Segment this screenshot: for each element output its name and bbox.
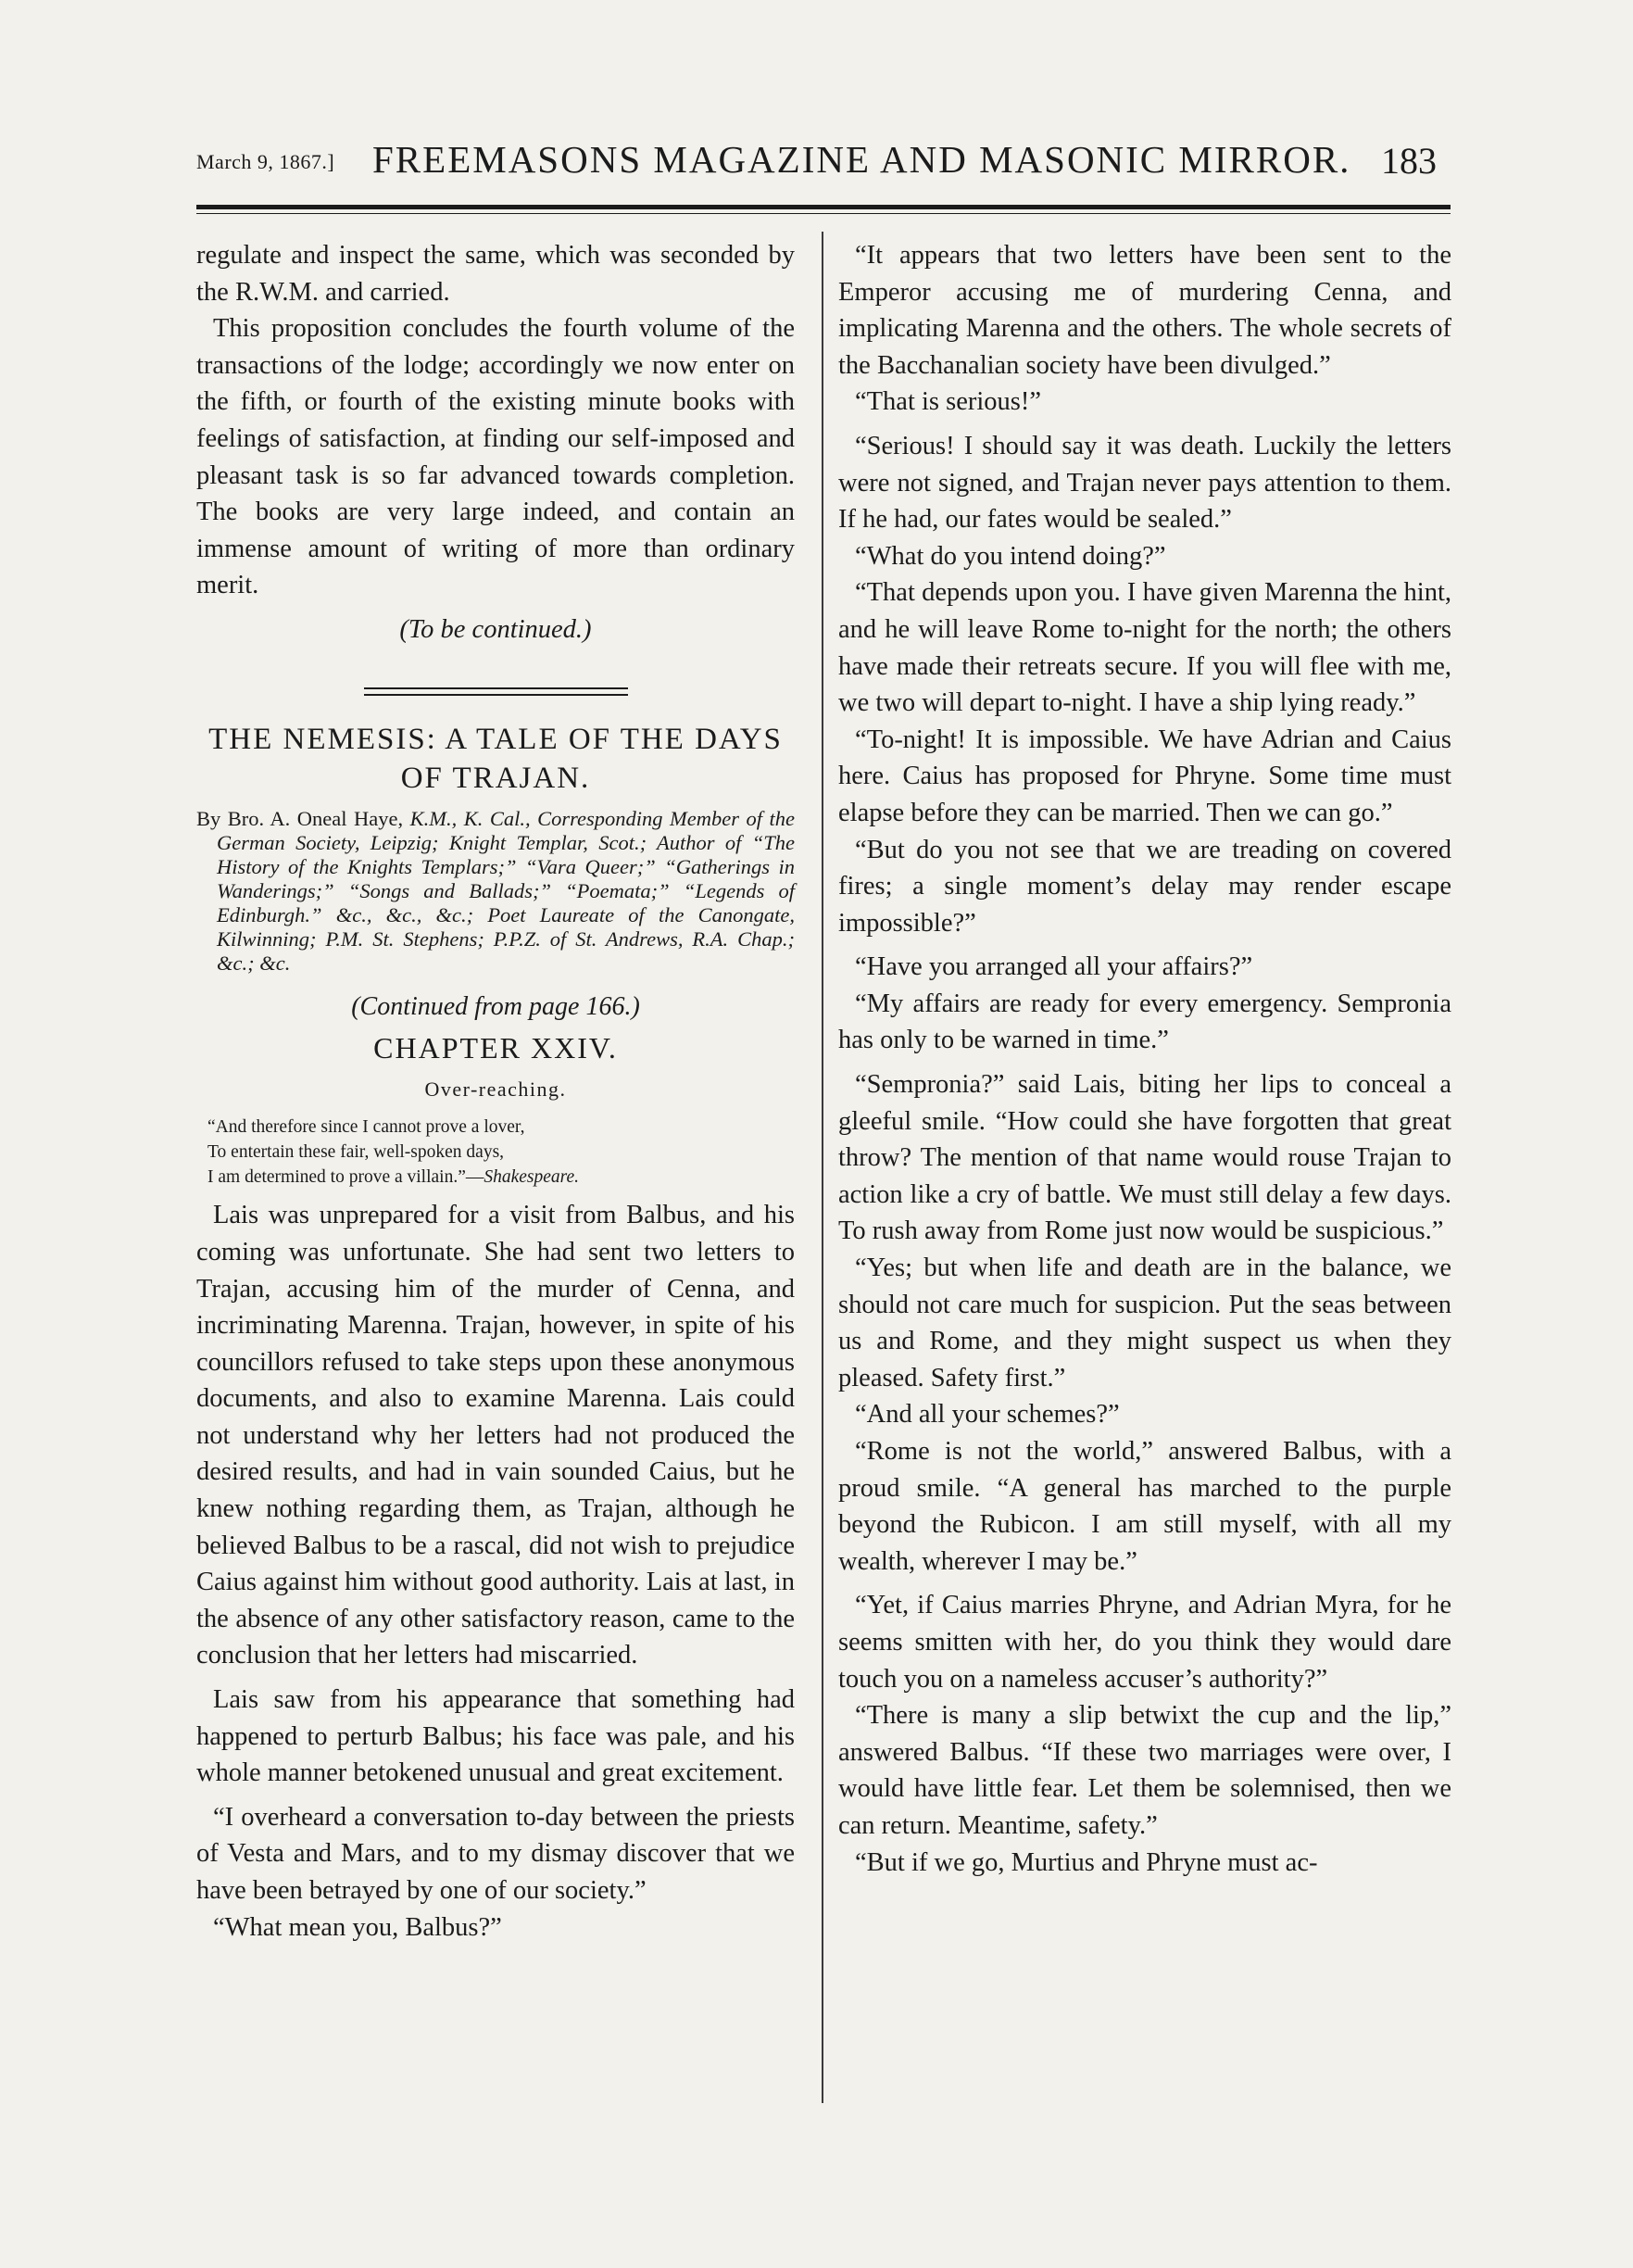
paragraph: “Yet, if Caius marries Phryne, and Adrian Myra, for he seems smitten with her, do you think they would dare touch you on a nameless accuser’s authority?” [838, 1591, 1451, 1694]
paragraph: Lais saw from his appearance that something had happened to perturb Balbus; his face was pale, and his whole manner betokened unusual and great excitement. [196, 1685, 795, 1788]
paragraph: “But do you not see that we are treading on covered fires; a single moment’s delay may render escape impossible?” [838, 835, 1451, 938]
epigraph-line [207, 1165, 795, 1190]
story-title: THE NEMESIS: A TALE OF THE DAYS OF TRAJAN. [208, 722, 783, 795]
paragraph: “That depends upon you. I have given Marenna the hint, and he will leave Rome to-night for the north; the others have made their retreats secure. If you will flee with me, we two will depart to-night. I have a ship lying ready.” [838, 578, 1451, 718]
continued-from-note: (Continued from page 166.) [351, 991, 640, 1021]
epigraph-text: I am determined to prove a villain.”— [207, 1167, 484, 1188]
paragraph: “Sempronia?” said Lais, biting her lips to conceal a gleeful smile. “How could she have forgotten that great throw? The mention of that name would rouse Trajan to action like a cry of battle. We must still delay a few days. To rush away from Rome just now would be suspicious.” [838, 1070, 1451, 1246]
paragraph: “And all your schemes?” [855, 1400, 1120, 1430]
page-number: 183 [1381, 140, 1437, 182]
chapter-subtitle: Over-reaching. [424, 1077, 567, 1101]
byline-credentials: K.M., K. Cal., Corresponding Member of the German Society, Leipzig; Knight Templar, Scot.; Author of “The History of the Knights Templars;” “Vara Queer;” “Gatherings in Wanderings;” “Songs and Ballads;” “Poemata;” “Legends of Edinburgh.” &c., &c., &c.; Poet Laureate of the Canongate, Kilwinning; P.M. St. Stephens; P.P.Z. of St. Andrews, R.A. Chap.; &c.; &c. [217, 806, 795, 975]
right-column [838, 237, 1451, 1881]
paragraph: “Serious! I should say it was death. Luckily the letters were not signed, and Trajan never pays attention to them. If he had, our fates would be sealed.” [838, 431, 1451, 535]
section-ornament-rule [364, 687, 628, 696]
paragraph: This proposition concludes the fourth volume of the transactions of the lodge; accordingly we now enter on the fifth, or fourth of the existing minute books with feelings of satisfaction, at finding our self-imposed and pleasant task is so far advanced towards completion. The books are very large indeed, and contain an immense amount of writing of more than ordinary merit. [196, 314, 795, 600]
page-header [196, 137, 1451, 193]
paragraph: “Have you arranged all your affairs?” [855, 952, 1253, 982]
paragraph: “That is serious!” [855, 387, 1042, 417]
byline-author: By Bro. A. Oneal Haye, [196, 806, 404, 830]
paragraph: “But if we go, Murtius and Phryne must ac- [855, 1847, 1318, 1877]
paragraph: “What do you intend doing?” [855, 541, 1166, 571]
author-byline [196, 807, 795, 976]
epigraph-line: “And therefore since I cannot prove a lover, [207, 1117, 525, 1138]
paragraph: “It appears that two letters have been sent to the Emperor accusing me of murdering Cenna, and implicating Marenna and the others. The whole secrets of the Bacchanalian society have been divulged.” [838, 241, 1451, 380]
paragraph: “Yes; but when life and death are in the balance, we should not care much for suspicion. Put the seas between us and Rome, and they might suspect us when they pleased. Safety first.” [838, 1254, 1451, 1392]
paragraph: “My affairs are ready for every emergency. Sempronia has only to be warned in time.” [838, 989, 1451, 1055]
epigraph-line: To entertain these fair, well-spoken days, [207, 1142, 505, 1163]
header-rule-thick [196, 205, 1451, 209]
issue-date: March 9, 1867.] [196, 150, 335, 173]
column-divider [822, 232, 823, 2103]
epigraph-attribution: Shakespeare. [484, 1167, 580, 1188]
epigraph [196, 1115, 795, 1190]
paragraph: “There is many a slip betwixt the cup and the lip,” answered Balbus. “If these two marriages were over, I would have little fear. Let them be solemnised, then we can return. Meantime, safety.” [838, 1701, 1451, 1840]
paragraph: “To-night! It is impossible. We have Adrian and Caius here. Caius has proposed for Phryne. Some time must elapse before they can be married. Then we can go.” [838, 724, 1451, 827]
chapter-heading: CHAPTER XXIV. [373, 1031, 618, 1065]
paragraph: “What mean you, Balbus?” [213, 1912, 502, 1942]
left-column [196, 237, 795, 1946]
paragraph: “Rome is not the world,” answered Balbus, with a proud smile. “A general has marched to the purple beyond the Rubicon. I am still myself, with all my wealth, wherever I may be.” [838, 1437, 1451, 1576]
paragraph: “I overheard a conversation to-day between the priests of Vesta and Mars, and to my dismay discover that we have been betrayed by one of our society.” [196, 1802, 795, 1905]
paragraph: Lais was unprepared for a visit from Balbus, and his coming was unfortunate. She had sent two letters to Trajan, accusing him of the murder of Cenna, and incriminating Marenna. Trajan, however, in spite of his councillors refused to take steps upon these anonymous documents, and also to examine Marenna. Lais could not understand why her letters had not produced the desired results, and had in vain sounded Caius, but he knew nothing regarding them, as Trajan, although he believed Balbus to be a rascal, did not wish to prejudice Caius against him without good authority. Lais at last, in the absence of any other satisfactory reason, came to the conclusion that her letters had miscarried. [196, 1201, 795, 1670]
magazine-title: FREEMASONS MAGAZINE AND MASONIC MIRROR. [372, 138, 1351, 181]
header-rule-thin [196, 213, 1451, 214]
paragraph: regulate and inspect the same, which was seconded by the R.W.M. and carried. [196, 241, 795, 307]
to-be-continued: (To be continued.) [399, 614, 592, 644]
